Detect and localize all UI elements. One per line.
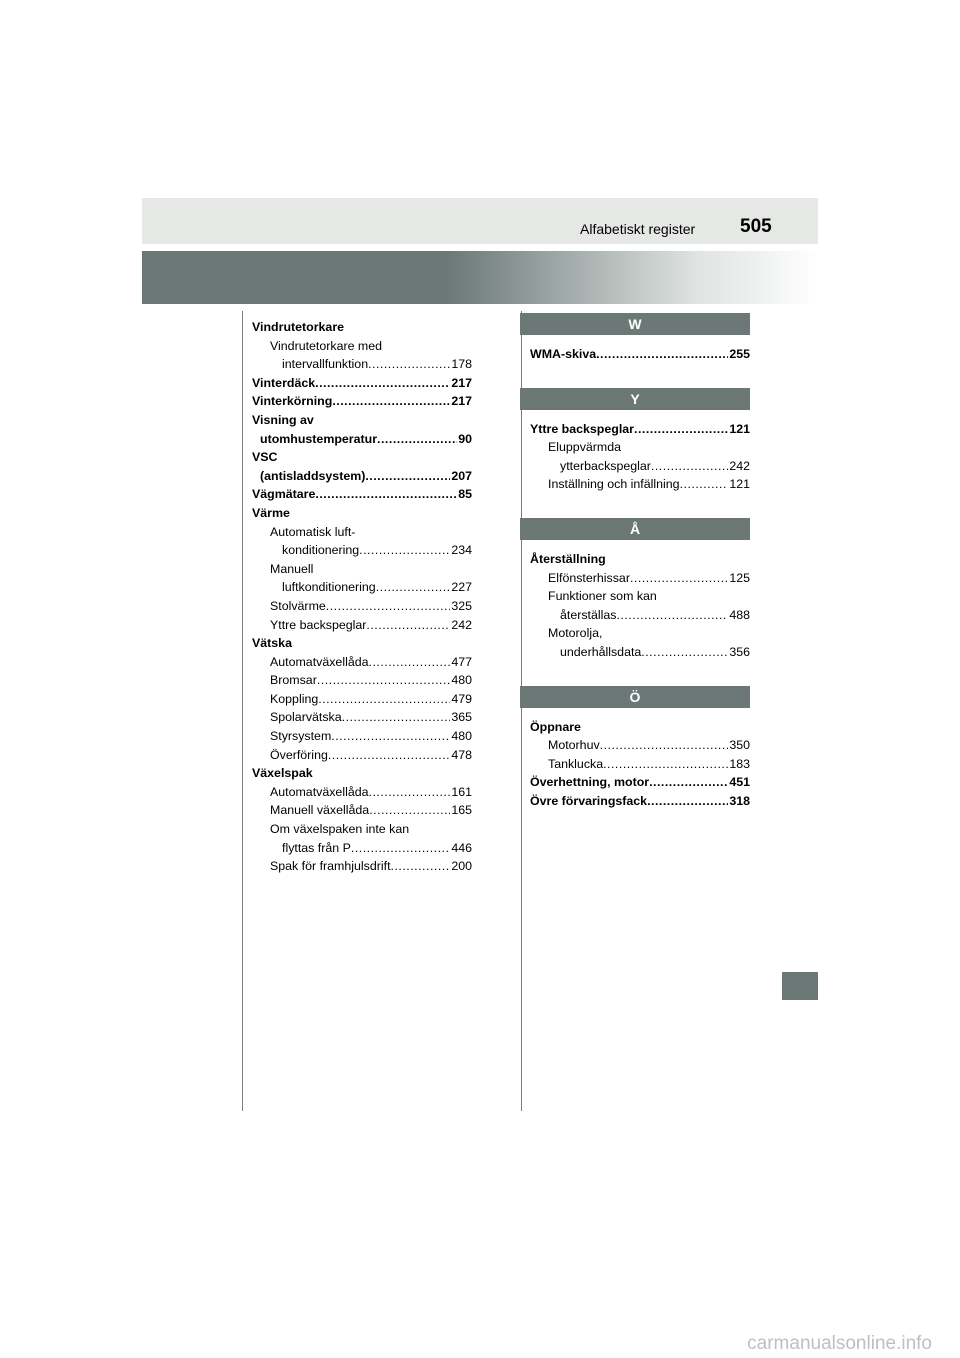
dot-leader (369, 801, 450, 820)
entry-term: (antisladdsystem) (260, 468, 366, 483)
entry-term: Automatväxellåda (270, 654, 369, 669)
entry-page-number: 479 (451, 691, 472, 706)
dot-leader (603, 755, 728, 774)
entry-page-number: 255 (729, 347, 750, 361)
entry-term: flyttas från P (282, 840, 351, 855)
entry-term: Vindrutetorkare (252, 320, 345, 334)
index-subentry (530, 587, 750, 606)
dot-leader (331, 727, 450, 746)
dot-leader (616, 606, 728, 625)
entry-term: Öppnare (530, 719, 581, 734)
entry-page-number: 227 (451, 580, 472, 595)
entry-term: Manuell (270, 561, 314, 576)
entry-term: intervallfunktion (282, 357, 369, 372)
left-margin-rule (242, 311, 243, 1111)
index-subentry (530, 736, 750, 755)
entry-term: underhållsdata (560, 644, 642, 659)
index-subentry (530, 569, 750, 588)
dot-leader (634, 420, 728, 439)
letter-heading: Å (520, 518, 750, 540)
header-bar (142, 198, 818, 244)
entry-page-number: 90 (458, 431, 472, 446)
heading-spacer (530, 335, 750, 345)
dot-leader (680, 475, 729, 494)
dot-leader (391, 857, 451, 876)
entry-page-number: 480 (451, 673, 472, 688)
entry-term: Spak för framhjulsdrift (270, 859, 391, 874)
entry-term: Automatväxellåda (270, 784, 369, 799)
entry-term: Elfönsterhissar (548, 570, 630, 585)
dot-leader (342, 708, 451, 727)
decorative-gradient-band (142, 251, 818, 304)
entry-page-number: 451 (729, 775, 750, 790)
dot-leader (359, 541, 450, 560)
index-subentry (530, 475, 750, 494)
index-subentry (252, 671, 472, 690)
dot-leader (315, 374, 450, 393)
entry-term: Värme (252, 505, 290, 520)
index-subentry (252, 746, 472, 765)
dot-leader (368, 355, 450, 374)
index-entry (530, 773, 750, 792)
entry-term: återställas (560, 607, 617, 622)
index-subentry (252, 337, 472, 356)
entry-term: ytterbackspeglar (560, 458, 651, 473)
index-entry (530, 345, 750, 364)
dot-leader (366, 616, 450, 635)
dot-leader (649, 773, 728, 792)
section-spacer (530, 364, 750, 388)
index-subentry (530, 457, 750, 476)
entry-term: Vinterdäck (252, 375, 316, 390)
index-entry (252, 318, 472, 337)
index-entry (252, 374, 472, 393)
entry-term: Motorhuv (548, 738, 600, 753)
page-number: 505 (740, 216, 772, 237)
dot-leader (326, 597, 451, 616)
dot-leader (369, 653, 451, 672)
index-entry (530, 792, 750, 811)
dot-leader (600, 736, 729, 755)
dot-leader (365, 467, 450, 486)
index-subentry (252, 801, 472, 820)
entry-term: utomhustemperatur (260, 431, 378, 446)
entry-term: Övre förvaringsfack (530, 793, 648, 808)
entry-page-number: 217 (451, 394, 472, 409)
index-column-left (252, 318, 472, 876)
index-entry (252, 764, 472, 783)
entry-page-number: 480 (451, 729, 472, 744)
entry-term: Återställning (530, 551, 606, 566)
entry-term: Vägmätare (252, 487, 316, 502)
entry-term: Växelspak (252, 766, 313, 781)
watermark: carmanualsonline.info (747, 1333, 932, 1354)
entry-page-number: 85 (458, 487, 472, 502)
index-subentry (530, 438, 750, 457)
index-subentry (252, 523, 472, 542)
index-subentry (252, 578, 472, 597)
index-subentry (252, 653, 472, 672)
dot-leader (328, 746, 450, 765)
entry-term: Funktioner som kan (548, 589, 657, 604)
heading-spacer (530, 708, 750, 718)
letter-heading: Y (520, 388, 750, 410)
index-subentry (252, 560, 472, 579)
entry-page-number: 365 (451, 710, 472, 725)
dot-leader (369, 783, 451, 802)
index-subentry (530, 606, 750, 625)
entry-term: Vinterkörning (252, 394, 333, 409)
index-subentry (252, 783, 472, 802)
index-entry (252, 448, 472, 467)
index-entry (252, 411, 472, 430)
index-column-right (530, 313, 750, 811)
entry-term: Spolarvätska (270, 710, 342, 725)
entry-term: VSC (252, 450, 278, 465)
entry-page-number: 446 (451, 840, 472, 855)
entry-page-number: 161 (451, 784, 472, 799)
index-subentry (530, 643, 750, 662)
entry-term: Koppling (270, 691, 319, 706)
entry-page-number: 242 (451, 617, 472, 632)
letter-heading: Ö (520, 686, 750, 708)
dot-leader (332, 392, 450, 411)
heading-spacer (530, 540, 750, 550)
dot-leader (630, 569, 728, 588)
entry-term: Om växelspaken inte kan (270, 822, 410, 837)
index-subentry (252, 820, 472, 839)
entry-page-number: 318 (729, 793, 750, 808)
dot-leader (651, 457, 728, 476)
heading-spacer (530, 410, 750, 420)
index-subentry (252, 727, 472, 746)
entry-page-number: 478 (451, 747, 472, 762)
entry-term: Vindrutetorkare med (270, 338, 383, 353)
index-subentry (252, 690, 472, 709)
entry-page-number: 217 (451, 375, 472, 390)
dot-leader (596, 345, 728, 364)
chapter-tab (782, 972, 818, 1000)
index-subentry (252, 839, 472, 858)
dot-leader (641, 643, 728, 662)
entry-term: luftkonditionering (282, 580, 376, 595)
entry-term: Motorolja, (548, 626, 603, 641)
entry-page-number: 183 (729, 756, 750, 771)
dot-leader (351, 839, 450, 858)
entry-page-number: 121 (729, 477, 750, 492)
index-entry (252, 392, 472, 411)
dot-leader (377, 430, 457, 449)
entry-term: Visning av (252, 412, 314, 427)
entry-page-number: 242 (729, 458, 750, 473)
entry-term: Stolvärme (270, 598, 326, 613)
entry-page-number: 165 (451, 803, 472, 818)
index-subentry (252, 597, 472, 616)
dot-leader (376, 578, 451, 597)
entry-page-number: 356 (729, 644, 750, 659)
entry-term: Vätska (252, 636, 292, 651)
entry-page-number: 125 (729, 570, 750, 585)
index-entry (530, 420, 750, 439)
column-divider-rule (521, 311, 522, 1111)
index-entry (252, 430, 472, 449)
entry-page-number: 121 (729, 421, 750, 436)
dot-leader (317, 671, 450, 690)
entry-term: Manuell växellåda (270, 803, 370, 818)
section-title: Alfabetiskt register (580, 221, 696, 237)
entry-term: Yttre backspeglar (270, 617, 367, 632)
entry-page-number: 200 (451, 859, 472, 874)
index-subentry (252, 616, 472, 635)
section-spacer (530, 494, 750, 518)
index-subentry (252, 708, 472, 727)
entry-page-number: 325 (451, 598, 472, 613)
entry-page-number: 350 (729, 738, 750, 753)
entry-term: Överföring (270, 747, 328, 762)
index-entry (252, 467, 472, 486)
index-entry (252, 634, 472, 653)
dot-leader (315, 485, 457, 504)
entry-page-number: 477 (451, 654, 472, 669)
entry-page-number: 207 (451, 468, 472, 483)
entry-page-number: 488 (729, 607, 750, 622)
entry-term: Överhettning, motor (530, 775, 650, 790)
index-subentry (252, 857, 472, 876)
entry-term: konditionering (282, 543, 360, 558)
entry-term: Yttre backspeglar (530, 421, 634, 436)
section-spacer (530, 662, 750, 686)
entry-term: Inställning och infällning (548, 477, 680, 492)
letter-heading: W (520, 313, 750, 335)
entry-term: Bromsar (270, 673, 317, 688)
dot-leader (318, 690, 450, 709)
entry-term: Automatisk luft- (270, 524, 356, 539)
entry-term: WMA-skiva (530, 347, 597, 361)
entry-page-number: 178 (451, 357, 472, 372)
entry-term: Styrsystem (270, 729, 332, 744)
index-entry (252, 485, 472, 504)
dot-leader (647, 792, 728, 811)
entry-page-number: 234 (451, 543, 472, 558)
index-entry (530, 550, 750, 569)
index-subentry (530, 624, 750, 643)
index-subentry (530, 755, 750, 774)
entry-term: Eluppvärmda (548, 440, 622, 455)
index-subentry (252, 541, 472, 560)
index-entry (252, 504, 472, 523)
index-entry (530, 718, 750, 737)
entry-term: Tanklucka (548, 756, 604, 771)
index-subentry (252, 355, 472, 374)
